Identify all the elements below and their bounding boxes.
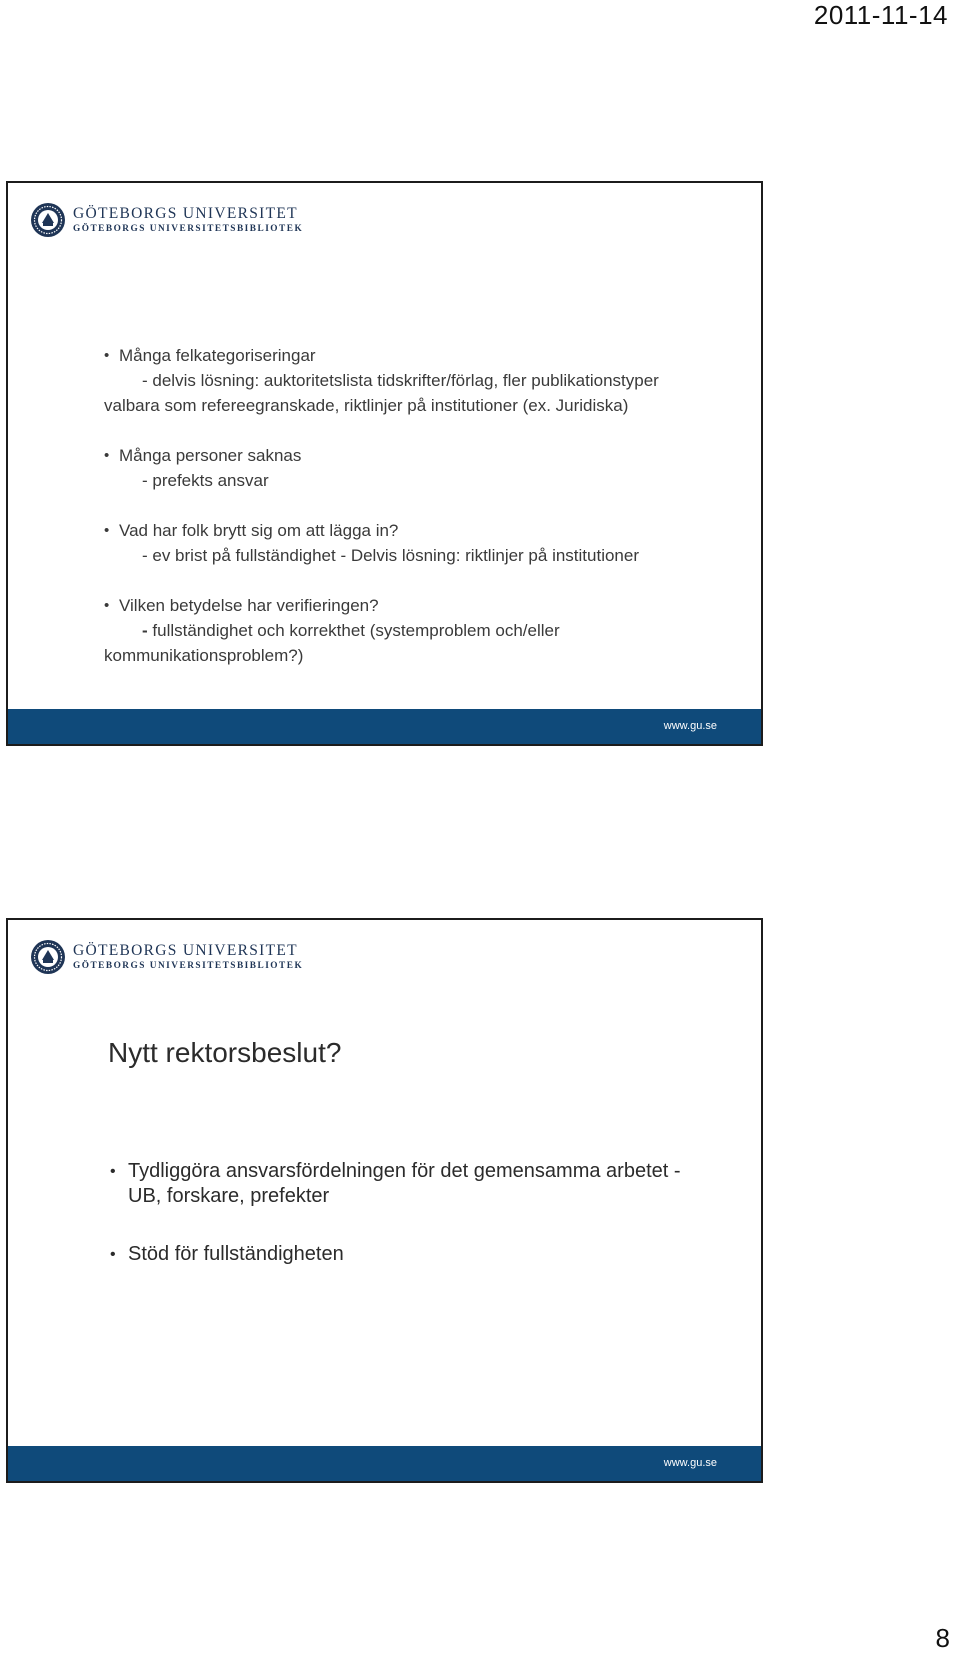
slide-title: Nytt rektorsbeslut?: [108, 1037, 342, 1068]
bullet-detail: - prefekts ansvar: [142, 471, 269, 490]
bullet-item: • Vilken betydelse har verifieringen?: [104, 593, 744, 618]
university-seal-icon: [30, 939, 66, 975]
bullet-detail: - delvis lösning: auktoritetslista tidskrifter/förlag, fler publikationstyper: [142, 371, 659, 390]
logo-library-name: GÖTEBORGS UNIVERSITETSBIBLIOTEK: [73, 224, 304, 234]
slide-2-content: [108, 1159, 708, 1267]
slide-footer: [8, 709, 761, 744]
footer-url: www.gu.se: [663, 720, 717, 732]
slide-footer: [8, 1446, 761, 1481]
bullet-item: • Tydliggöra ansvarsfördelningen för det gemensamma arbetet - UB, forskare, prefekter: [108, 1159, 708, 1209]
bullet-item: • Många felkategoriseringar: [104, 343, 744, 368]
bullet-item: • Många personer saknas: [104, 443, 744, 468]
bullet-item: • Vad har folk brytt sig om att lägga in?: [104, 518, 744, 543]
detail-dash: -: [142, 621, 148, 640]
bullet-detail: [104, 618, 744, 643]
logo-library-name: GÖTEBORGS UNIVERSITETSBIBLIOTEK: [73, 961, 304, 971]
slide-2: [6, 918, 763, 1483]
university-seal-icon: [30, 202, 66, 238]
slide-1: [6, 181, 763, 746]
document-date: 2011-11-14: [813, 0, 948, 30]
footer-url: www.gu.se: [663, 1457, 717, 1469]
logo-university-name: GÖTEBORGS UNIVERSITET: [73, 205, 298, 222]
bullet-detail: - ev brist på fullständighet - Delvis lösning: riktlinjer på institutioner: [142, 546, 640, 565]
page-number: 8: [935, 1623, 950, 1653]
bullet-detail-continued: valbara som refereegranskade, riktlinjer på institutioner (ex. Juridiska): [104, 396, 629, 415]
bullet-item: • Stöd för fullständigheten: [108, 1242, 708, 1267]
slide-1-content: [104, 343, 744, 668]
university-logo: [30, 939, 330, 981]
logo-university-name: GÖTEBORGS UNIVERSITET: [73, 942, 298, 959]
university-logo: [30, 202, 330, 244]
bullet-detail-continued: kommunikationsproblem?): [104, 646, 304, 665]
detail-text: fullständighet och korrekthet (systemproblem och/eller: [147, 621, 560, 640]
